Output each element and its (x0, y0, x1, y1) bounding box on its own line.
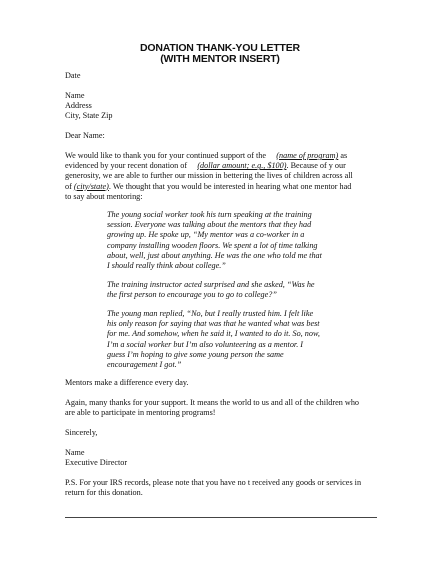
story-line: session. Everyone was talking about the mentors that they had (107, 220, 312, 230)
footer-divider (65, 517, 377, 518)
dollar-amount-placeholder: (dollar amount; e.g., $100) (197, 161, 287, 171)
city-state-placeholder: (city/state) (73, 181, 109, 191)
intro-line-3: generosity, we are able to further our mission in bettering the lives of children across all (65, 171, 353, 181)
signer-title: Executive Director (65, 458, 128, 468)
story-line: the first person to encourage you to go to college?” (107, 290, 277, 300)
ps-line: P.S. For your IRS records, please note that you have no t received any goods or services in (65, 478, 362, 487)
address-name: Name (65, 91, 85, 100)
mentor-story-2 (107, 280, 315, 300)
program-name-placeholder: (name of program) (276, 151, 339, 160)
letter-title: DONATION THANK-YOU LETTER (140, 42, 300, 54)
ps-line: return for this donation. (65, 488, 143, 498)
intro-line-2: evidenced by your recent donation of (dollar amount; e.g., $100). Because of y our (65, 161, 346, 171)
address-street: Address (65, 101, 92, 111)
story-line: his only reason for saying that was that he wanted what was best (107, 319, 320, 329)
address-city: City, State Zip (65, 111, 113, 121)
recipient-address (65, 91, 112, 122)
story-line: The young social worker took his turn speaking at the training (107, 210, 312, 219)
intro-line-4: of (city/state). We thought that you would be interested in hearing what one mentor had (65, 181, 352, 191)
salutation: Dear Name: (65, 131, 105, 140)
mentor-story-3 (107, 309, 320, 370)
intro-line-5: to say about mentoring: (65, 191, 143, 201)
thanks-paragraph (65, 398, 359, 418)
story-line: growing up. He spoke up, “My mentor was a co-worker in a (107, 230, 305, 240)
story-line: The training instructor acted surprised and she asked, “Was he (107, 280, 315, 289)
postscript (65, 478, 361, 498)
story-line: The young man replied, “No, but I really trusted him. I felt like (107, 309, 314, 318)
date-line: Date (65, 71, 81, 80)
mentors-line: Mentors make a difference every day. (65, 378, 189, 387)
story-line: about, well, just about anything. He was the one who told me that (107, 250, 322, 260)
thanks-line: are able to participate in mentoring programs! (65, 408, 216, 418)
intro-paragraph (65, 151, 353, 202)
story-line: I’m a social worker but I’m also volunteering as a mentor. I (107, 339, 304, 349)
signer-name: Name (65, 448, 85, 457)
story-line: company installing wooden floors. We spent a lot of time talking (107, 240, 318, 250)
mentor-story-1 (107, 210, 322, 271)
letter-subtitle: (WITH MENTOR INSERT) (160, 53, 280, 65)
story-line: encouragement I got.” (107, 360, 182, 370)
story-line: for me. And somehow, when he said it, I wanted to do it. So, now, (107, 329, 320, 339)
closing: Sincerely, (65, 428, 98, 437)
signature-block (65, 448, 127, 468)
story-line: guess I’m hoping to give some young person the same (107, 349, 284, 359)
story-line: I should really think about college.” (107, 261, 226, 271)
intro-line-1: We would like to thank you for your continued support of the (name of program) as (65, 151, 348, 160)
thanks-line: Again, many thanks for your support. It means the world to us and all of the children who (65, 398, 360, 407)
